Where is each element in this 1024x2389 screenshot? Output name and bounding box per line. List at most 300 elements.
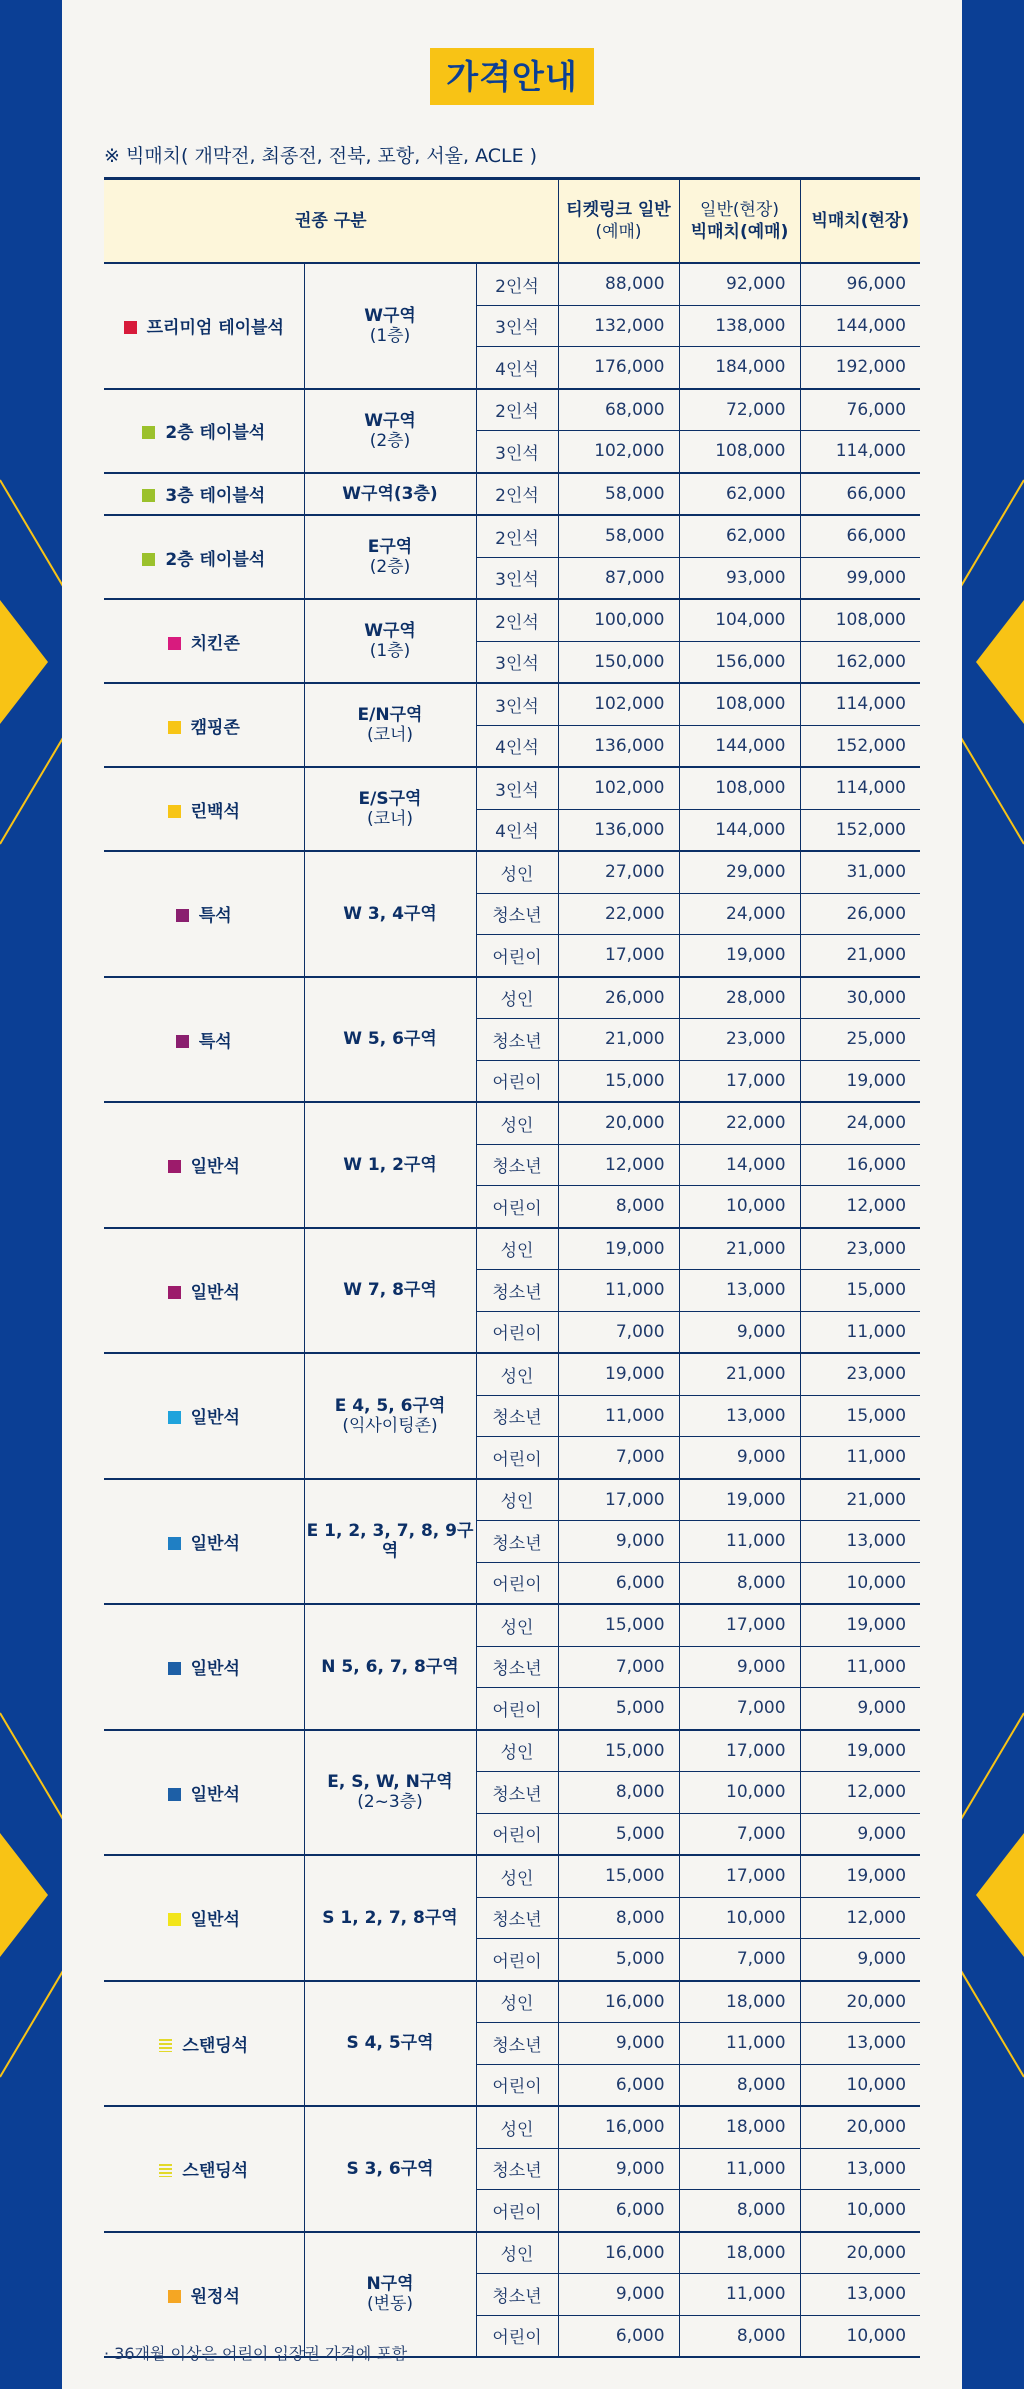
- table-header-row: [104, 179, 920, 264]
- price-general-cell: 184,000: [679, 347, 800, 389]
- price-ticketlink-cell: 19,000: [558, 1353, 679, 1395]
- zone-name: S 3, 6구역: [346, 2158, 434, 2179]
- price-general-cell: 11,000: [679, 2023, 800, 2065]
- price-table: [104, 177, 920, 2358]
- seat-type-cell: 어린이: [476, 1688, 558, 1730]
- table-row: [104, 1353, 920, 1395]
- color-swatch-icon: [176, 1035, 189, 1048]
- seat-category-name: 일반석: [190, 1157, 240, 1178]
- price-general-cell: 92,000: [679, 263, 800, 305]
- seat-type-cell: 성인: [476, 1730, 558, 1772]
- zone-name: W 1, 2구역: [343, 1154, 437, 1175]
- footnote: · 36개월 이상은 어린이 입장권 가격에 포함: [104, 2344, 408, 2363]
- zone-cell: [304, 683, 476, 767]
- price-bigmatch-cell: 19,000: [800, 1855, 920, 1897]
- price-general-cell: 21,000: [679, 1353, 800, 1395]
- table-row: [104, 1228, 920, 1270]
- price-general-cell: 156,000: [679, 641, 800, 683]
- zone-sub: (변동): [366, 2294, 414, 2315]
- price-bigmatch-cell: 11,000: [800, 1437, 920, 1479]
- seat-type-cell: 3인석: [476, 683, 558, 725]
- seat-category-name: 린백석: [190, 801, 240, 822]
- price-ticketlink-cell: 136,000: [558, 809, 679, 851]
- seat-type-cell: 2인석: [476, 515, 558, 557]
- price-bigmatch-cell: 15,000: [800, 1270, 920, 1312]
- seat-category-cell: [104, 767, 304, 851]
- price-ticketlink-cell: 21,000: [558, 1019, 679, 1061]
- price-bigmatch-cell: 12,000: [800, 1186, 920, 1228]
- seat-type-cell: 4인석: [476, 725, 558, 767]
- price-ticketlink-cell: 8,000: [558, 1772, 679, 1814]
- price-bigmatch-cell: 16,000: [800, 1144, 920, 1186]
- zone-name: E구역: [367, 537, 413, 557]
- zone-cell: [304, 1981, 476, 2107]
- seat-category-name: 2층 테이블석: [165, 423, 266, 443]
- header-ticketlink-line2: (예매): [595, 222, 642, 242]
- seat-type-cell: 2인석: [476, 263, 558, 305]
- seat-type-cell: 어린이: [476, 1813, 558, 1855]
- color-swatch-icon: [159, 2039, 172, 2052]
- price-general-cell: 18,000: [679, 1981, 800, 2023]
- seat-category-name: 특석: [198, 906, 232, 927]
- seat-category-cell: [104, 389, 304, 473]
- seat-type-cell: 어린이: [476, 1437, 558, 1479]
- price-ticketlink-cell: 132,000: [558, 305, 679, 347]
- price-ticketlink-cell: 20,000: [558, 1102, 679, 1144]
- seat-category-name: 일반석: [190, 1533, 240, 1554]
- table-row: [104, 767, 920, 809]
- left-border-graphic: [0, 0, 62, 2389]
- price-bigmatch-cell: 13,000: [800, 2023, 920, 2065]
- price-general-cell: 108,000: [679, 431, 800, 473]
- price-general-cell: 23,000: [679, 1019, 800, 1061]
- price-bigmatch-cell: 9,000: [800, 1688, 920, 1730]
- seat-type-cell: 성인: [476, 1353, 558, 1395]
- seat-type-cell: 성인: [476, 1981, 558, 2023]
- price-ticketlink-cell: 12,000: [558, 1144, 679, 1186]
- price-ticketlink-cell: 150,000: [558, 641, 679, 683]
- zone-name: S 1, 2, 7, 8구역: [322, 1907, 458, 1928]
- price-ticketlink-cell: 58,000: [558, 473, 679, 516]
- zone-name: E, S, W, N구역: [327, 1772, 453, 1793]
- header-general-line1: 일반(현장): [700, 200, 779, 220]
- zone-cell: [304, 473, 476, 516]
- seat-category-name: 치킨존: [190, 633, 240, 654]
- seat-category-cell: [104, 1353, 304, 1479]
- header-ticketlink: [558, 179, 679, 264]
- price-ticketlink-cell: 16,000: [558, 2232, 679, 2274]
- table-row: [104, 263, 920, 305]
- price-general-cell: 9,000: [679, 1311, 800, 1353]
- zone-name: E 1, 2, 3, 7, 8, 9구역: [306, 1521, 474, 1562]
- seat-category-name: 일반석: [190, 1784, 240, 1805]
- price-general-cell: 108,000: [679, 683, 800, 725]
- price-general-cell: 8,000: [679, 2315, 800, 2357]
- price-general-cell: 11,000: [679, 2274, 800, 2316]
- seat-type-cell: 3인석: [476, 305, 558, 347]
- seat-type-cell: 청소년: [476, 1897, 558, 1939]
- table-row: [104, 2232, 920, 2274]
- price-ticketlink-cell: 8,000: [558, 1186, 679, 1228]
- price-bigmatch-cell: 66,000: [800, 473, 920, 516]
- zone-name: N구역: [366, 2274, 414, 2295]
- table-row: [104, 977, 920, 1019]
- price-general-cell: 8,000: [679, 1562, 800, 1604]
- seat-category-cell: [104, 1855, 304, 1981]
- color-swatch-icon: [168, 805, 181, 818]
- seat-type-cell: 2인석: [476, 389, 558, 431]
- table-row: [104, 683, 920, 725]
- table-row: [104, 1730, 920, 1772]
- color-swatch-icon: [168, 1788, 181, 1801]
- right-decorative-border: [962, 0, 1024, 2389]
- price-bigmatch-cell: 20,000: [800, 2232, 920, 2274]
- price-bigmatch-cell: 19,000: [800, 1604, 920, 1646]
- seat-category-name: 일반석: [190, 1408, 240, 1429]
- seat-type-cell: 성인: [476, 851, 558, 893]
- table-row: [104, 473, 920, 516]
- price-general-cell: 18,000: [679, 2232, 800, 2274]
- price-general-cell: 7,000: [679, 1813, 800, 1855]
- price-ticketlink-cell: 16,000: [558, 2106, 679, 2148]
- seat-category-cell: [104, 851, 304, 977]
- title-wrap: [62, 48, 962, 105]
- seat-type-cell: 성인: [476, 977, 558, 1019]
- zone-cell: [304, 767, 476, 851]
- price-ticketlink-cell: 6,000: [558, 1562, 679, 1604]
- price-ticketlink-cell: 100,000: [558, 599, 679, 641]
- price-bigmatch-cell: 20,000: [800, 2106, 920, 2148]
- seat-category-name: 원정석: [190, 2286, 240, 2307]
- seat-type-cell: 4인석: [476, 809, 558, 851]
- price-bigmatch-cell: 30,000: [800, 977, 920, 1019]
- price-ticketlink-cell: 7,000: [558, 1437, 679, 1479]
- seat-type-cell: 성인: [476, 1855, 558, 1897]
- seat-type-cell: 청소년: [476, 2274, 558, 2316]
- zone-cell: [304, 1855, 476, 1981]
- price-ticketlink-cell: 136,000: [558, 725, 679, 767]
- seat-type-cell: 어린이: [476, 2315, 558, 2357]
- price-table-body: [104, 263, 920, 2357]
- price-bigmatch-cell: 144,000: [800, 305, 920, 347]
- price-bigmatch-cell: 10,000: [800, 1562, 920, 1604]
- price-bigmatch-cell: 19,000: [800, 1730, 920, 1772]
- seat-category-name: 캠핑존: [190, 717, 240, 738]
- price-bigmatch-cell: 96,000: [800, 263, 920, 305]
- zone-name: S 4, 5구역: [346, 2033, 434, 2054]
- zone-cell: [304, 977, 476, 1103]
- seat-type-cell: 성인: [476, 1604, 558, 1646]
- seat-type-cell: 어린이: [476, 1311, 558, 1353]
- price-ticketlink-cell: 87,000: [558, 557, 679, 599]
- seat-category-cell: [104, 2232, 304, 2358]
- price-ticketlink-cell: 17,000: [558, 1479, 679, 1521]
- color-swatch-icon: [168, 637, 181, 650]
- seat-category-name: 일반석: [190, 1282, 240, 1303]
- table-row: [104, 851, 920, 893]
- price-ticketlink-cell: 58,000: [558, 515, 679, 557]
- seat-type-cell: 성인: [476, 1102, 558, 1144]
- price-ticketlink-cell: 15,000: [558, 1060, 679, 1102]
- seat-type-cell: 3인석: [476, 767, 558, 809]
- zone-sub: (코너): [366, 809, 414, 829]
- color-swatch-icon: [168, 1537, 181, 1550]
- price-general-cell: 13,000: [679, 1395, 800, 1437]
- table-row: [104, 389, 920, 431]
- seat-type-cell: 2인석: [476, 473, 558, 516]
- seat-type-cell: 청소년: [476, 1019, 558, 1061]
- seat-category-cell: [104, 1730, 304, 1856]
- color-swatch-icon: [142, 426, 155, 439]
- price-ticketlink-cell: 15,000: [558, 1855, 679, 1897]
- price-general-cell: 62,000: [679, 473, 800, 516]
- zone-cell: [304, 2106, 476, 2232]
- price-bigmatch-cell: 15,000: [800, 1395, 920, 1437]
- seat-type-cell: 어린이: [476, 1186, 558, 1228]
- seat-type-cell: 청소년: [476, 893, 558, 935]
- zone-cell: [304, 1102, 476, 1228]
- price-bigmatch-cell: 23,000: [800, 1228, 920, 1270]
- price-general-cell: 13,000: [679, 1270, 800, 1312]
- price-bigmatch-cell: 114,000: [800, 683, 920, 725]
- price-ticketlink-cell: 7,000: [558, 1311, 679, 1353]
- seat-category-cell: [104, 1102, 304, 1228]
- zone-name: N 5, 6, 7, 8구역: [321, 1656, 459, 1677]
- zone-sub: (익사이팅존): [342, 1415, 438, 1436]
- price-bigmatch-cell: 11,000: [800, 1311, 920, 1353]
- price-bigmatch-cell: 108,000: [800, 599, 920, 641]
- price-ticketlink-cell: 102,000: [558, 767, 679, 809]
- price-bigmatch-cell: 152,000: [800, 725, 920, 767]
- price-bigmatch-cell: 13,000: [800, 1521, 920, 1563]
- zone-name: E 4, 5, 6구역: [334, 1395, 446, 1416]
- color-swatch-icon: [168, 2290, 181, 2303]
- price-bigmatch-cell: 25,000: [800, 1019, 920, 1061]
- price-general-cell: 62,000: [679, 515, 800, 557]
- zone-name: W 5, 6구역: [343, 1029, 437, 1050]
- price-ticketlink-cell: 102,000: [558, 683, 679, 725]
- price-ticketlink-cell: 22,000: [558, 893, 679, 935]
- price-general-cell: 22,000: [679, 1102, 800, 1144]
- price-general-cell: 17,000: [679, 1855, 800, 1897]
- zone-sub: (2층): [369, 557, 411, 577]
- price-bigmatch-cell: 12,000: [800, 1772, 920, 1814]
- price-ticketlink-cell: 5,000: [558, 1688, 679, 1730]
- seat-category-cell: [104, 599, 304, 683]
- seat-category-cell: [104, 515, 304, 599]
- price-ticketlink-cell: 11,000: [558, 1395, 679, 1437]
- seat-type-cell: 성인: [476, 2106, 558, 2148]
- seat-type-cell: 2인석: [476, 599, 558, 641]
- price-ticketlink-cell: 9,000: [558, 2023, 679, 2065]
- price-bigmatch-cell: 20,000: [800, 1981, 920, 2023]
- price-bigmatch-cell: 9,000: [800, 1813, 920, 1855]
- price-general-cell: 21,000: [679, 1228, 800, 1270]
- table-row: [104, 1604, 920, 1646]
- color-swatch-icon: [159, 2164, 172, 2177]
- price-general-cell: 18,000: [679, 2106, 800, 2148]
- price-bigmatch-cell: 11,000: [800, 1646, 920, 1688]
- seat-type-cell: 청소년: [476, 1521, 558, 1563]
- price-ticketlink-cell: 19,000: [558, 1228, 679, 1270]
- price-bigmatch-cell: 12,000: [800, 1897, 920, 1939]
- table-row: [104, 1479, 920, 1521]
- price-general-cell: 9,000: [679, 1437, 800, 1479]
- price-general-cell: 10,000: [679, 1772, 800, 1814]
- seat-type-cell: 어린이: [476, 2064, 558, 2106]
- zone-cell: [304, 599, 476, 683]
- zone-cell: [304, 515, 476, 599]
- color-swatch-icon: [168, 1286, 181, 1299]
- seat-type-cell: 청소년: [476, 1144, 558, 1186]
- color-swatch-icon: [142, 489, 155, 502]
- color-swatch-icon: [168, 1913, 181, 1926]
- header-bigmatch: 빅매치(현장): [800, 179, 920, 264]
- zone-cell: [304, 1353, 476, 1479]
- price-ticketlink-cell: 88,000: [558, 263, 679, 305]
- seat-type-cell: 4인석: [476, 347, 558, 389]
- color-swatch-icon: [176, 909, 189, 922]
- price-ticketlink-cell: 6,000: [558, 2064, 679, 2106]
- seat-category-name: 3층 테이블석: [165, 486, 266, 507]
- price-ticketlink-cell: 15,000: [558, 1604, 679, 1646]
- price-general-cell: 7,000: [679, 1939, 800, 1981]
- seat-category-cell: [104, 1604, 304, 1730]
- seat-category-name: 2층 테이블석: [165, 549, 266, 570]
- price-general-cell: 10,000: [679, 1186, 800, 1228]
- price-ticketlink-cell: 68,000: [558, 389, 679, 431]
- seat-type-cell: 청소년: [476, 1270, 558, 1312]
- price-bigmatch-cell: 10,000: [800, 2064, 920, 2106]
- seat-category-cell: [104, 1981, 304, 2107]
- seat-type-cell: 어린이: [476, 2190, 558, 2232]
- price-general-cell: 19,000: [679, 935, 800, 977]
- price-bigmatch-cell: 13,000: [800, 2148, 920, 2190]
- price-general-cell: 29,000: [679, 851, 800, 893]
- zone-cell: [304, 851, 476, 977]
- zone-cell: [304, 263, 476, 389]
- seat-type-cell: 어린이: [476, 1562, 558, 1604]
- price-ticketlink-cell: 102,000: [558, 431, 679, 473]
- price-ticketlink-cell: 7,000: [558, 1646, 679, 1688]
- price-general-cell: 7,000: [679, 1688, 800, 1730]
- seat-category-name: 특석: [198, 1031, 232, 1052]
- zone-sub: (2층): [369, 430, 411, 451]
- price-bigmatch-cell: 99,000: [800, 557, 920, 599]
- price-bigmatch-cell: 24,000: [800, 1102, 920, 1144]
- price-general-cell: 17,000: [679, 1604, 800, 1646]
- header-general: [679, 179, 800, 264]
- price-general-cell: 108,000: [679, 767, 800, 809]
- color-swatch-icon: [124, 321, 137, 334]
- price-bigmatch-cell: 31,000: [800, 851, 920, 893]
- seat-type-cell: 어린이: [476, 1939, 558, 1981]
- price-bigmatch-cell: 114,000: [800, 431, 920, 473]
- seat-category-name: 스탠딩석: [182, 2035, 249, 2056]
- price-ticketlink-cell: 11,000: [558, 1270, 679, 1312]
- seat-type-cell: 청소년: [476, 2023, 558, 2065]
- zone-cell: [304, 1604, 476, 1730]
- price-ticketlink-cell: 9,000: [558, 2274, 679, 2316]
- price-ticketlink-cell: 27,000: [558, 851, 679, 893]
- zone-cell: [304, 2232, 476, 2358]
- price-general-cell: 138,000: [679, 305, 800, 347]
- price-bigmatch-cell: 21,000: [800, 935, 920, 977]
- seat-category-name: 일반석: [190, 1659, 240, 1680]
- price-ticketlink-cell: 9,000: [558, 1521, 679, 1563]
- zone-name: W구역: [364, 621, 416, 641]
- price-general-cell: 19,000: [679, 1479, 800, 1521]
- header-category: 권종 구분: [104, 179, 558, 264]
- table-row: [104, 1981, 920, 2023]
- price-general-cell: 8,000: [679, 2190, 800, 2232]
- price-bigmatch-cell: 13,000: [800, 2274, 920, 2316]
- table-row: [104, 1855, 920, 1897]
- price-ticketlink-cell: 6,000: [558, 2315, 679, 2357]
- zone-name: W 3, 4구역: [343, 903, 437, 924]
- zone-sub: (1층): [369, 641, 411, 661]
- price-bigmatch-cell: 76,000: [800, 389, 920, 431]
- color-swatch-icon: [142, 553, 155, 566]
- zone-name: W 7, 8구역: [343, 1280, 437, 1301]
- price-ticketlink-cell: 176,000: [558, 347, 679, 389]
- price-bigmatch-cell: 10,000: [800, 2190, 920, 2232]
- price-bigmatch-cell: 66,000: [800, 515, 920, 557]
- right-border-graphic: [962, 0, 1024, 2389]
- seat-category-name: 일반석: [190, 1910, 240, 1931]
- price-ticketlink-cell: 15,000: [558, 1730, 679, 1772]
- price-bigmatch-cell: 10,000: [800, 2315, 920, 2357]
- zone-cell: [304, 389, 476, 473]
- seat-type-cell: 성인: [476, 2232, 558, 2274]
- price-general-cell: 9,000: [679, 1646, 800, 1688]
- table-row: [104, 515, 920, 557]
- seat-category-cell: [104, 263, 304, 389]
- color-swatch-icon: [168, 721, 181, 734]
- seat-type-cell: 3인석: [476, 641, 558, 683]
- table-row: [104, 2106, 920, 2148]
- header-ticketlink-line1: 티켓링크 일반: [566, 200, 671, 220]
- price-general-cell: 24,000: [679, 893, 800, 935]
- price-bigmatch-cell: 192,000: [800, 347, 920, 389]
- zone-name: E/N구역: [357, 705, 423, 725]
- price-ticketlink-cell: 6,000: [558, 2190, 679, 2232]
- seat-category-name: 스탠딩석: [182, 2161, 249, 2182]
- left-decorative-border: [0, 0, 62, 2389]
- price-bigmatch-cell: 26,000: [800, 893, 920, 935]
- price-general-cell: 93,000: [679, 557, 800, 599]
- price-bigmatch-cell: 114,000: [800, 767, 920, 809]
- price-bigmatch-cell: 162,000: [800, 641, 920, 683]
- price-general-cell: 17,000: [679, 1060, 800, 1102]
- bigmatch-note: ※ 빅매치( 개막전, 최종전, 전북, 포항, 서울, ACLE ): [104, 145, 538, 167]
- seat-category-cell: [104, 683, 304, 767]
- price-general-cell: 8,000: [679, 2064, 800, 2106]
- color-swatch-icon: [168, 1411, 181, 1424]
- seat-category-cell: [104, 1228, 304, 1354]
- price-general-cell: 28,000: [679, 977, 800, 1019]
- seat-type-cell: 어린이: [476, 1060, 558, 1102]
- color-swatch-icon: [168, 1662, 181, 1675]
- seat-type-cell: 청소년: [476, 2148, 558, 2190]
- seat-type-cell: 청소년: [476, 1395, 558, 1437]
- price-general-cell: 14,000: [679, 1144, 800, 1186]
- price-bigmatch-cell: 23,000: [800, 1353, 920, 1395]
- zone-cell: [304, 1730, 476, 1856]
- price-ticketlink-cell: 17,000: [558, 935, 679, 977]
- table-row: [104, 599, 920, 641]
- price-ticketlink-cell: 8,000: [558, 1897, 679, 1939]
